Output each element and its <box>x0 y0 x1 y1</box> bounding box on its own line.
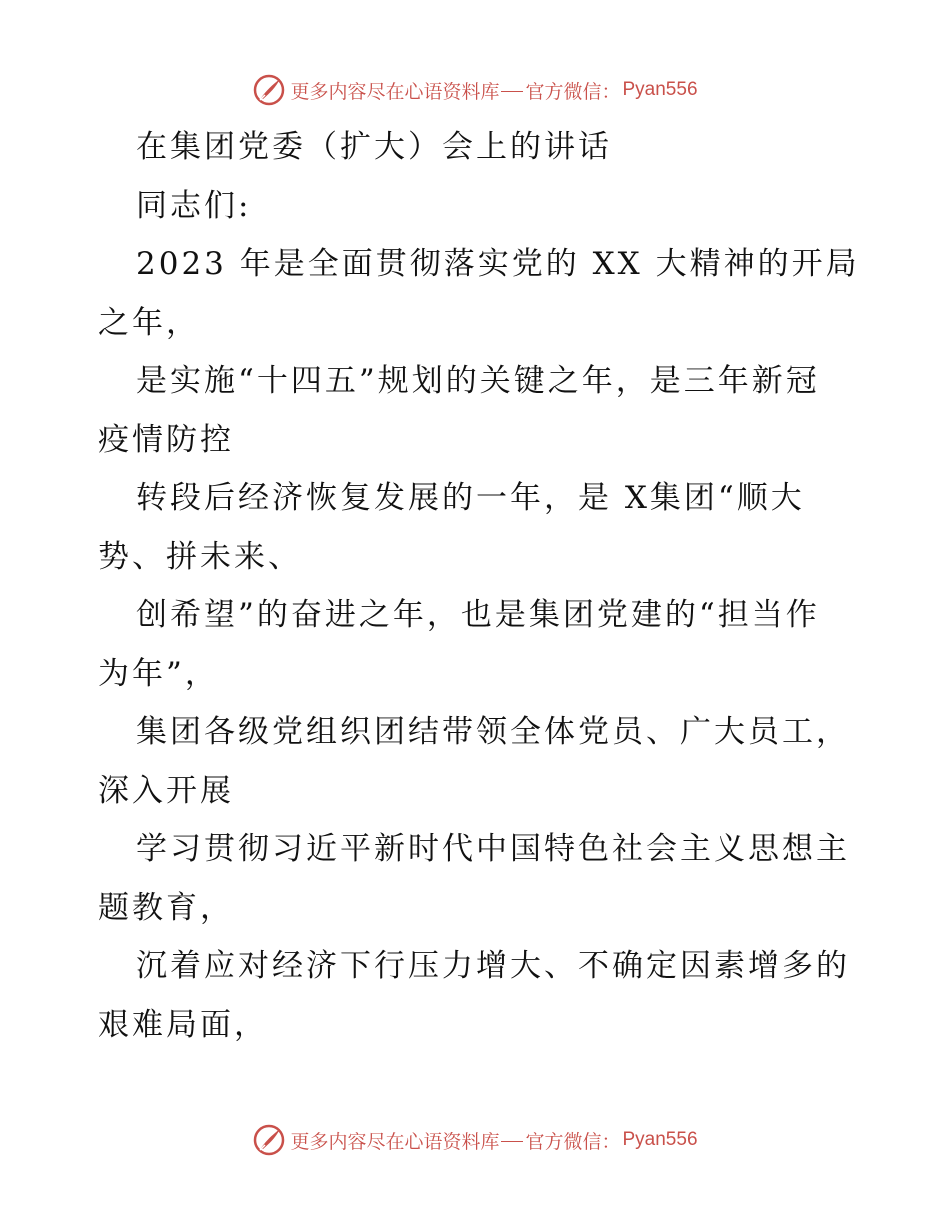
speech-line: 学习贯彻习近平新时代中国特色社会主义思想主 <box>136 831 850 867</box>
header-channel-text: 官方微信： <box>525 80 621 103</box>
speech-line: 集团各级党组织团结带领全体党员、广大员工， <box>136 714 850 750</box>
speech-line: 是实施“十四五”规划的关键之年，是三年新冠 <box>136 363 820 399</box>
speech-line: 为年”， <box>98 655 219 692</box>
speech-body <box>98 118 858 1054</box>
footer-separator <box>501 1141 523 1142</box>
header-wechat-id: Pyan556 <box>622 79 698 100</box>
header-separator <box>501 91 523 92</box>
speech-line: 2023 年是全面贯彻落实党的 XX 大精神的开局 <box>136 246 860 282</box>
footer-channel-text: 官方微信： <box>525 1130 621 1153</box>
quill-logo-icon <box>252 1123 286 1157</box>
speech-line: 深入开展 <box>98 772 234 809</box>
speech-line: 转段后经济恢复发展的一年，是 X集团“顺大 <box>136 480 805 516</box>
header-brand-text: 更多内容尽在心语资料库 <box>290 80 500 103</box>
footer-brand-text: 更多内容尽在心语资料库 <box>290 1130 500 1153</box>
speech-line: 题教育， <box>98 889 234 926</box>
speech-line: 之年， <box>98 304 200 341</box>
speech-line: 创希望”的奋进之年，也是集团党建的“担当作 <box>136 597 820 633</box>
footer-wechat-id: Pyan556 <box>622 1129 698 1150</box>
speech-greeting: 同志们: <box>136 187 252 224</box>
speech-title: 在集团党委（扩大）会上的讲话 <box>136 129 612 165</box>
speech-line: 疫情防控 <box>98 421 234 458</box>
speech-line: 势、拼未来、 <box>98 538 302 575</box>
quill-logo-icon <box>252 73 286 107</box>
speech-line: 艰难局面， <box>98 1006 268 1043</box>
footer-watermark <box>0 1120 950 1160</box>
speech-paragraphs <box>98 235 858 1054</box>
header-watermark <box>0 70 950 110</box>
speech-line: 沉着应对经济下行压力增大、不确定因素增多的 <box>136 948 850 984</box>
